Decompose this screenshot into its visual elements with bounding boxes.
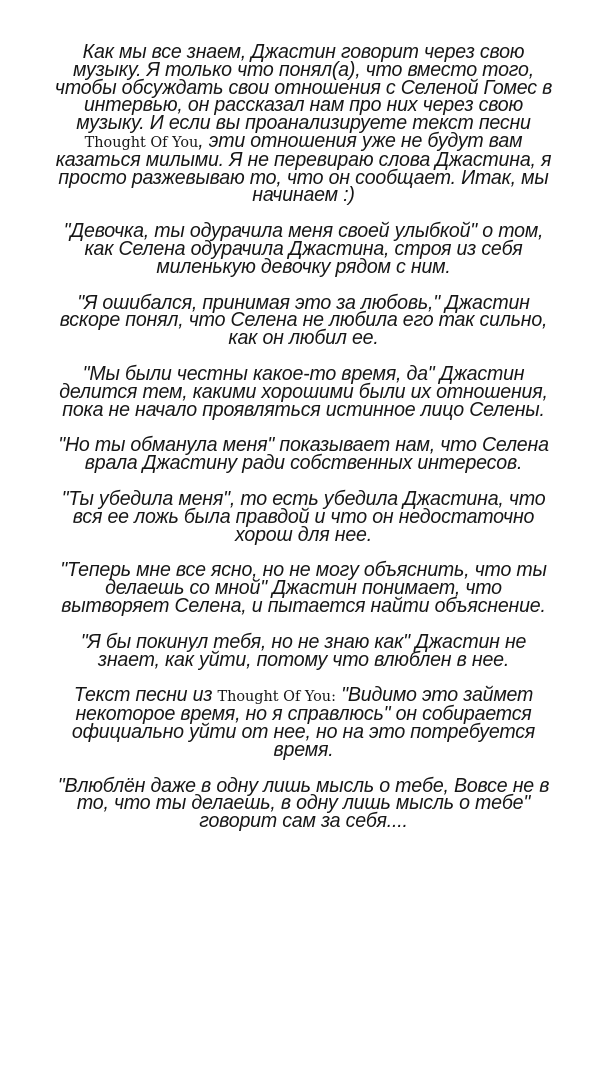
paragraph-lyric-thought: "Влюблён даже в одну лишь мысль о тебе, Вовсе не в то, что ты делаешь, в одну лишь мысль о тебе" говорит сам за себя.... <box>57 774 550 833</box>
lyric-time-text-end: "Видимо это займет некоторое время, но я справлюсь" он собирается официально уйти от нее, но на это потребуется время. <box>71 684 536 761</box>
gender-note: (а) <box>331 58 356 81</box>
song-title: Thought Of You: <box>217 687 336 706</box>
intro-text-middle: , что вместо того, чтобы обсуждать свои отношения с Селеной Гомес в интервью, он рассказал нам про них через свою музыку. И если вы проанализируете текст песни <box>54 58 553 135</box>
intro-text-start: Как мы все знаем, Джастин говорит через свою музыку. Я только что понял <box>73 41 525 81</box>
paragraph-lyric-convinced: "Ты убедила меня", то есть убедила Джастина, что вся ее ложь была правдой и что он недостаточно хорош для нее. <box>61 487 546 546</box>
paragraph-lyric-honest: "Мы были честны какое-то время, да" Джастин делится тем, какими хорошими были их отношения, пока не начало проявляться истинное лицо Селены. <box>59 362 548 421</box>
paragraph-intro <box>49 41 559 207</box>
paragraph-lyric-mistaken: "Я ошибался, принимая это за любовь," Джастин вскоре понял, что Селена не любила его так сильно, как он любил ее. <box>59 291 548 350</box>
paragraph-lyric-time <box>49 684 559 761</box>
paragraph-lyric-smile: "Девочка, ты одурачила меня своей улыбкой" о том, как Селена одурачила Джастина, строя из себя миленькую девочку рядом с ним. <box>63 220 544 278</box>
intro-text-end: , эти отношения уже не будут вам казаться милыми. Я не перевираю слова Джастина, я просто разжевываю то, что он сообщает. Итак, мы начинаем :) <box>55 129 552 207</box>
lyric-time-text-start: Текст песни из <box>73 684 218 707</box>
song-title: Thought Of You <box>84 132 199 151</box>
paragraph-lyric-leave: "Я бы покинул тебя, но не знаю как" Джастин не знает, как уйти, потому что влюблен в нее. <box>80 630 527 671</box>
paragraph-lyric-deceived: "Но ты обманула меня" показывает нам, что Селена врала Джастину ради собственных интересов. <box>58 434 549 475</box>
paragraph-lyric-clear: "Теперь мне все ясно, но не могу объяснить, что ты делаешь со мной" Джастин понимает, что вытворяет Селена, и пытается найти объяснение. <box>60 559 547 617</box>
